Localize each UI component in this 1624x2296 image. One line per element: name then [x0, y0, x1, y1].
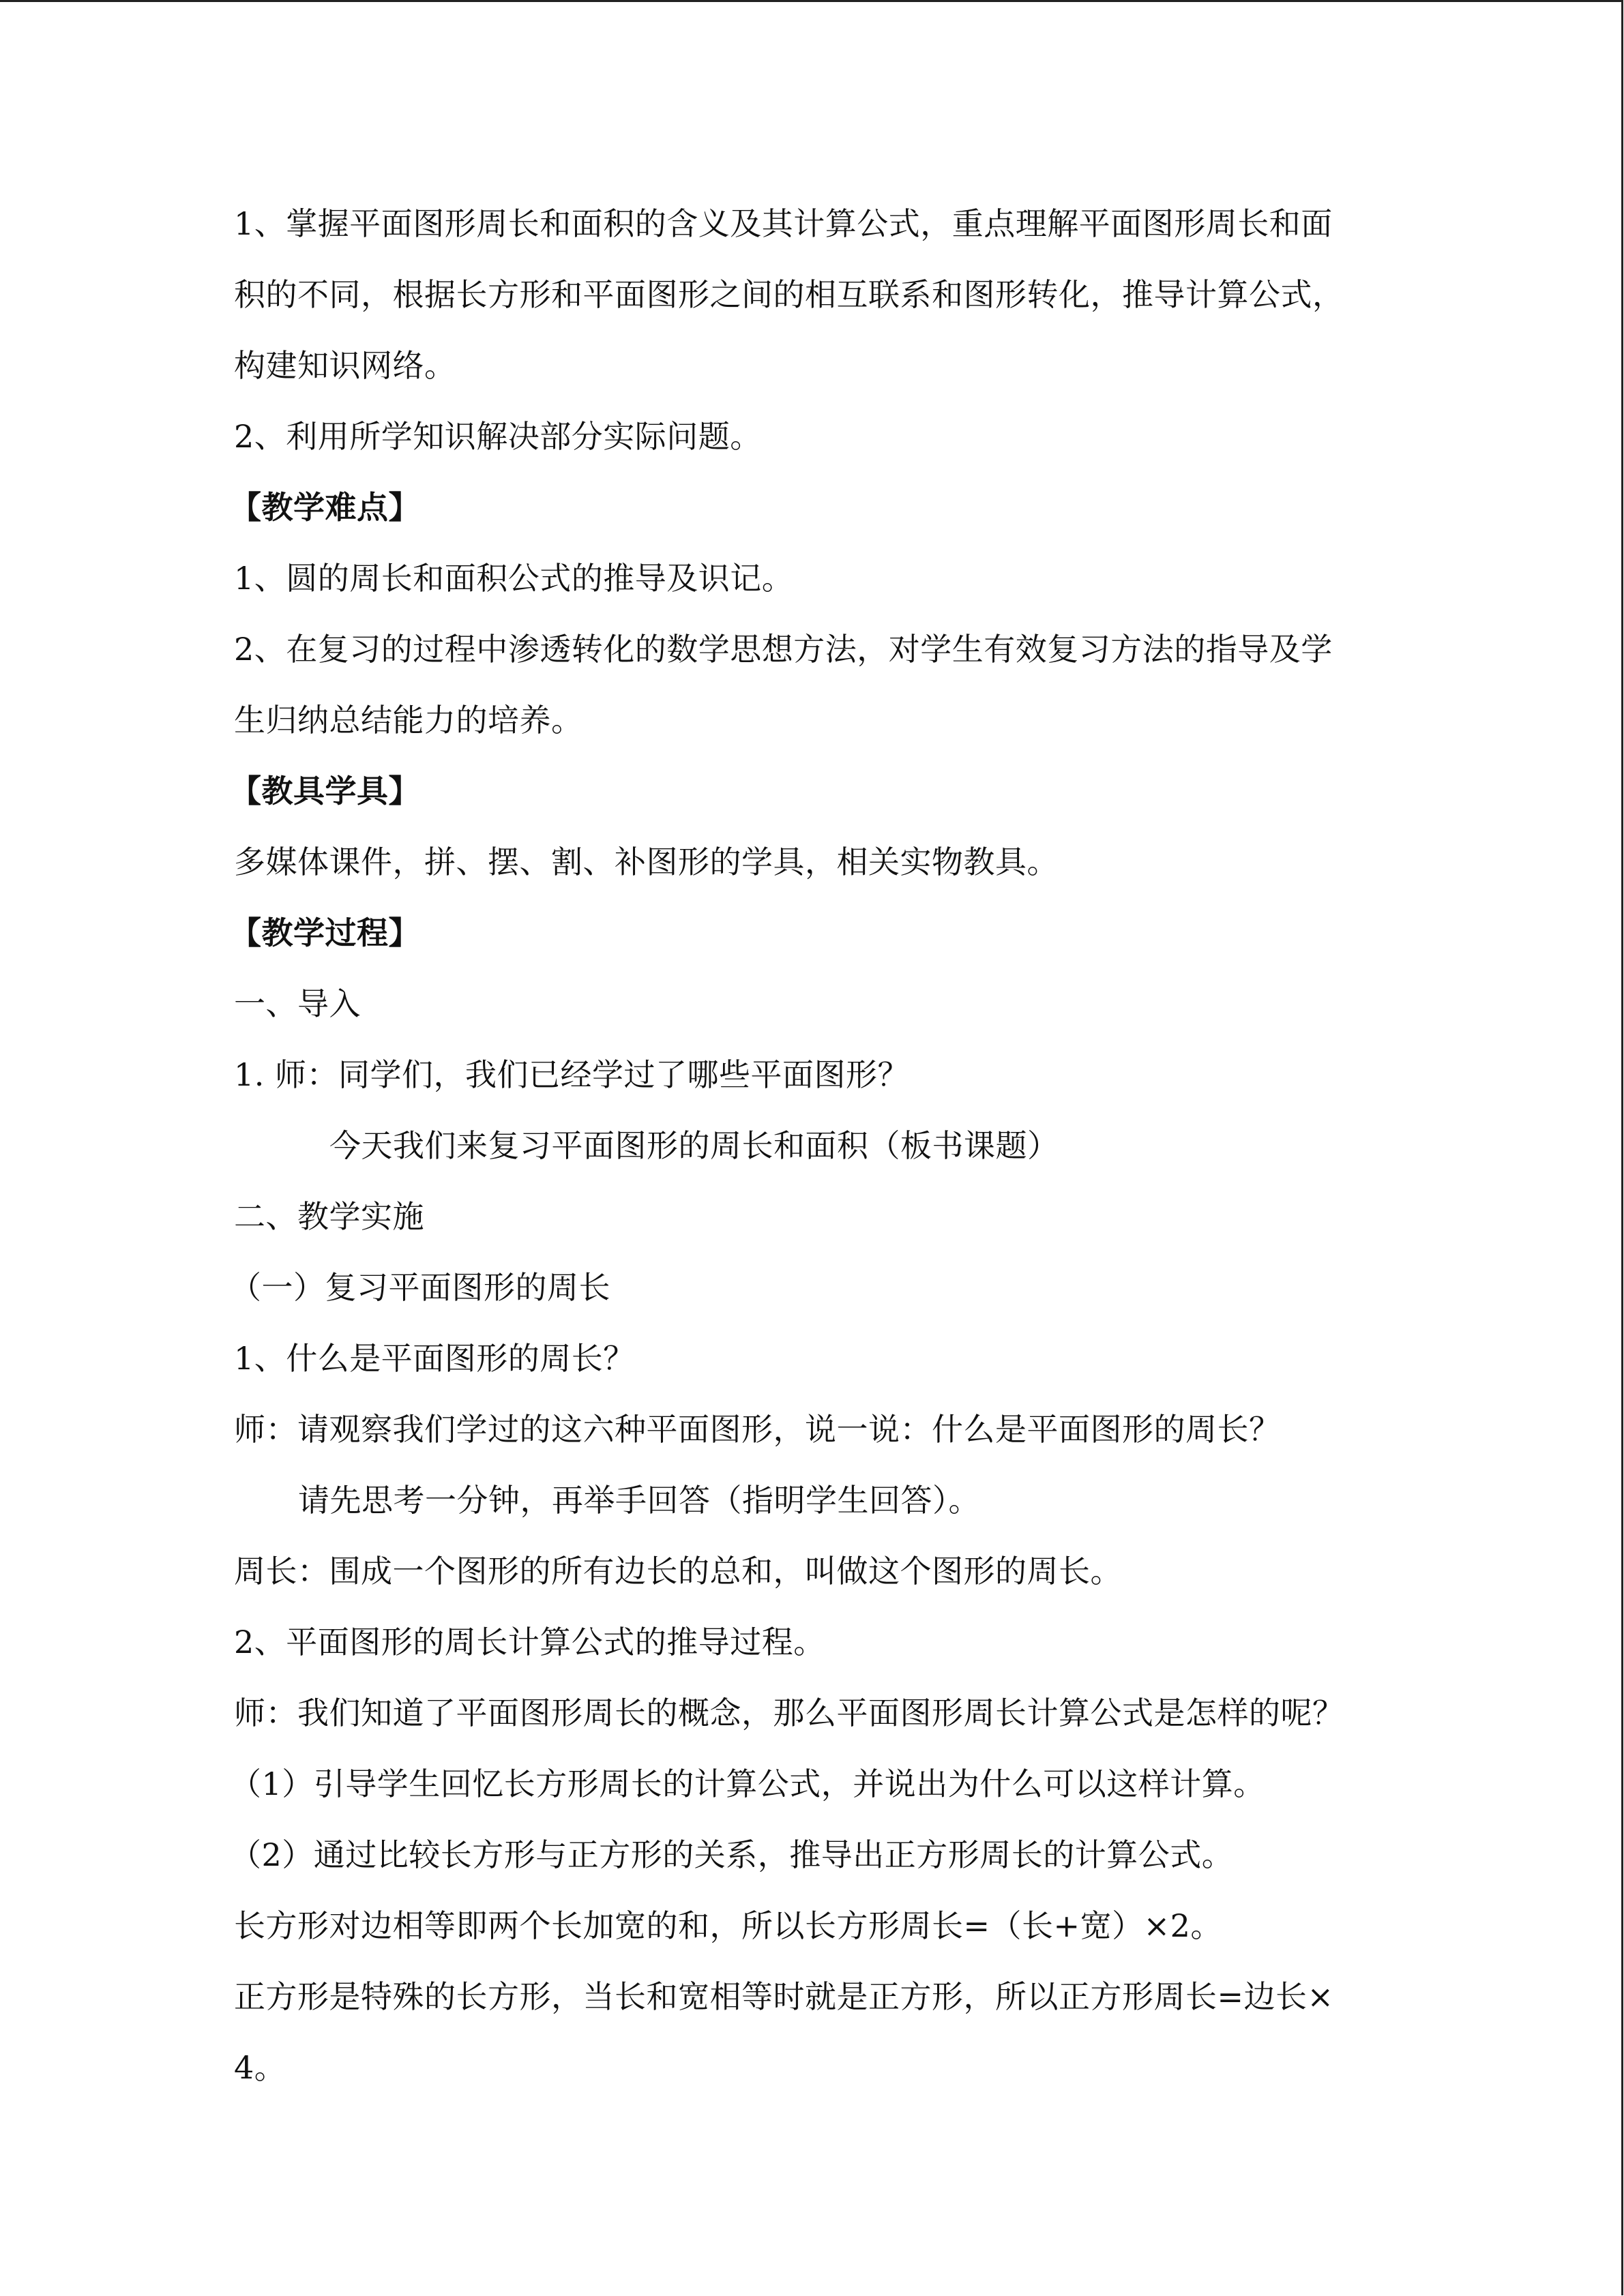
rectangle-perimeter-formula: 长方形对边相等即两个长加宽的和，所以长方形周长=（长+宽）×2。	[234, 1907, 1222, 1944]
section-intro: 一、导入	[234, 985, 361, 1022]
difficulty-1: 1、圆的周长和面积公式的推导及识记。	[234, 560, 794, 597]
intro-question: 1. 师：同学们，我们已经学过了哪些平面图形？	[234, 1056, 910, 1093]
step-square-derive: （2）通过比较长方形与正方形的关系，推导出正方形周长的计算公式。	[230, 1836, 1234, 1873]
intro-topic: 今天我们来复习平面图形的周长和面积（板书课题）	[329, 1127, 1059, 1164]
objective-1-line-2: 积的不同，根据长方形和平面图形之间的相互联系和图形转化，推导计算公式，	[234, 276, 1344, 313]
perimeter-definition: 周长：围成一个图形的所有边长的总和，叫做这个图形的周长。	[234, 1553, 1122, 1590]
square-perimeter-formula-line-2: 4。	[234, 2049, 286, 2086]
teacher-prompt-observe: 师：请观察我们学过的这六种平面图形，说一说：什么是平面图形的周长？	[234, 1411, 1281, 1448]
subsection-perimeter-review: （一）复习平面图形的周长	[230, 1269, 610, 1306]
item-what-is-perimeter: 1、什么是平面图形的周长？	[234, 1340, 635, 1377]
objective-1-line-1: 1、掌握平面图形周长和面积的含义及其计算公式，重点理解平面图形周长和面	[234, 205, 1333, 242]
section-implementation: 二、教学实施	[234, 1198, 424, 1235]
difficulty-2-line-1: 2、在复习的过程中渗透转化的数学思想方法，对学生有效复习方法的指导及学	[234, 631, 1333, 668]
teaching-aids-text: 多媒体课件，拼、摆、割、补图形的学具，相关实物教具。	[234, 844, 1059, 880]
heading-teaching-difficulties: 【教学难点】	[230, 489, 420, 526]
step-rectangle-recall: （1）引导学生回忆长方形周长的计算公式，并说出为什么可以这样计算。	[230, 1765, 1265, 1802]
objective-1-line-3: 构建知识网络。	[234, 347, 456, 384]
heading-teaching-aids: 【教具学具】	[230, 773, 420, 809]
teacher-prompt-formula: 师：我们知道了平面图形周长的概念，那么平面图形周长计算公式是怎样的呢？	[234, 1695, 1344, 1731]
objective-2: 2、利用所学知识解决部分实际问题。	[234, 418, 762, 455]
item-formula-derivation: 2、平面图形的周长计算公式的推导过程。	[234, 1624, 825, 1660]
square-perimeter-formula-line-1: 正方形是特殊的长方形，当长和宽相等时就是正方形，所以正方形周长=边长×	[234, 1978, 1334, 2015]
difficulty-2-line-2: 生归纳总结能力的培养。	[234, 702, 583, 739]
heading-teaching-process: 【教学过程】	[230, 914, 420, 951]
teacher-prompt-think: 请先思考一分钟，再举手回答（指明学生回答）。	[298, 1482, 980, 1519]
